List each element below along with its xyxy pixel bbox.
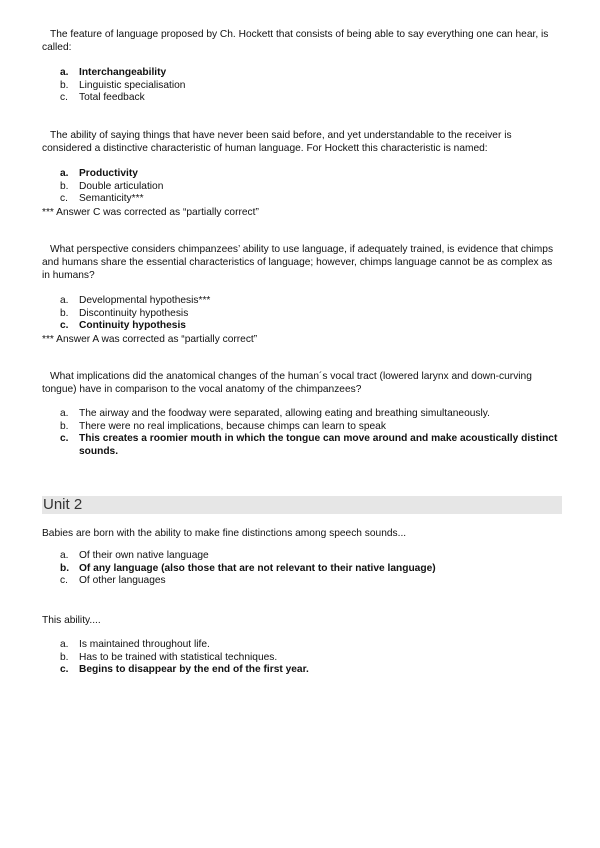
answer-options (42, 67, 562, 105)
question-text: The feature of language proposed by Ch. Hockett that consists of being able to say everything one can hear, is called: (42, 29, 549, 53)
option-c: c. Total feedback (60, 92, 145, 104)
option-a: a. Is maintained throughout life. (60, 639, 210, 650)
correction-note: *** Answer C was corrected as “partially correct” (42, 206, 259, 218)
correction-note: *** Answer A was corrected as “partially correct” (42, 333, 258, 345)
option-c: c. Of other languages (60, 575, 166, 587)
question-2 (42, 129, 562, 219)
unit-heading (42, 496, 562, 514)
question-4 (42, 370, 562, 458)
option-b: b. Of any language (also those that are not relevant to their native language) (60, 562, 436, 574)
option-a: a. Developmental hypothesis*** (60, 295, 211, 306)
question-1 (42, 28, 562, 105)
answer-options (42, 408, 562, 458)
answer-options (42, 550, 562, 588)
question-text: What perspective considers chimpanzees’ ability to use language, if adequately trained, is evidence that chimps and humans share the essential characteristics of language; however, chimps language cannot be as complex as in humans? (42, 244, 554, 281)
answer-options (42, 639, 562, 677)
question-3 (42, 243, 562, 346)
unit-question-2 (42, 614, 562, 677)
option-b: b. There were no real implications, because chimps can learn to speak (60, 420, 386, 432)
question-text: The ability of saying things that have never been said before, and yet understandable to the receiver is considered a distinctive characteristic of human language. For Hockett this characteristic is named: (42, 130, 512, 154)
option-c: c. Semanticity*** (60, 193, 144, 205)
answer-options (42, 295, 562, 333)
option-c: c. Continuity hypothesis (60, 320, 186, 332)
unit-heading-text: Unit 2 (43, 496, 83, 513)
option-a: a. Interchangeability (60, 67, 167, 78)
option-b: b. Discontinuity hypothesis (60, 307, 189, 319)
option-a: a. Of their own native language (60, 550, 209, 561)
option-c: c. This creates a roomier mouth in which the tongue can move around and make acoustically distinct sounds. (60, 433, 558, 457)
question-text: What implications did the anatomical changes of the human´s vocal tract (lowered larynx and down-curving tongue) have in comparison to the vocal anatomy of the chimpanzees? (42, 371, 532, 395)
option-a: a. Productivity (60, 168, 138, 179)
answer-options (42, 168, 562, 206)
question-text: Babies are born with the ability to make fine distinctions among speech sounds... (42, 528, 407, 539)
option-b: b. Has to be trained with statistical techniques. (60, 651, 278, 663)
unit-question-1 (42, 527, 562, 588)
question-text: This ability.... (42, 615, 101, 626)
option-b: b. Linguistic specialisation (60, 79, 186, 91)
option-c: c. Begins to disappear by the end of the first year. (60, 664, 309, 676)
option-b: b. Double articulation (60, 180, 164, 192)
option-a: a. The airway and the foodway were separated, allowing eating and breathing simultaneously. (60, 408, 490, 419)
